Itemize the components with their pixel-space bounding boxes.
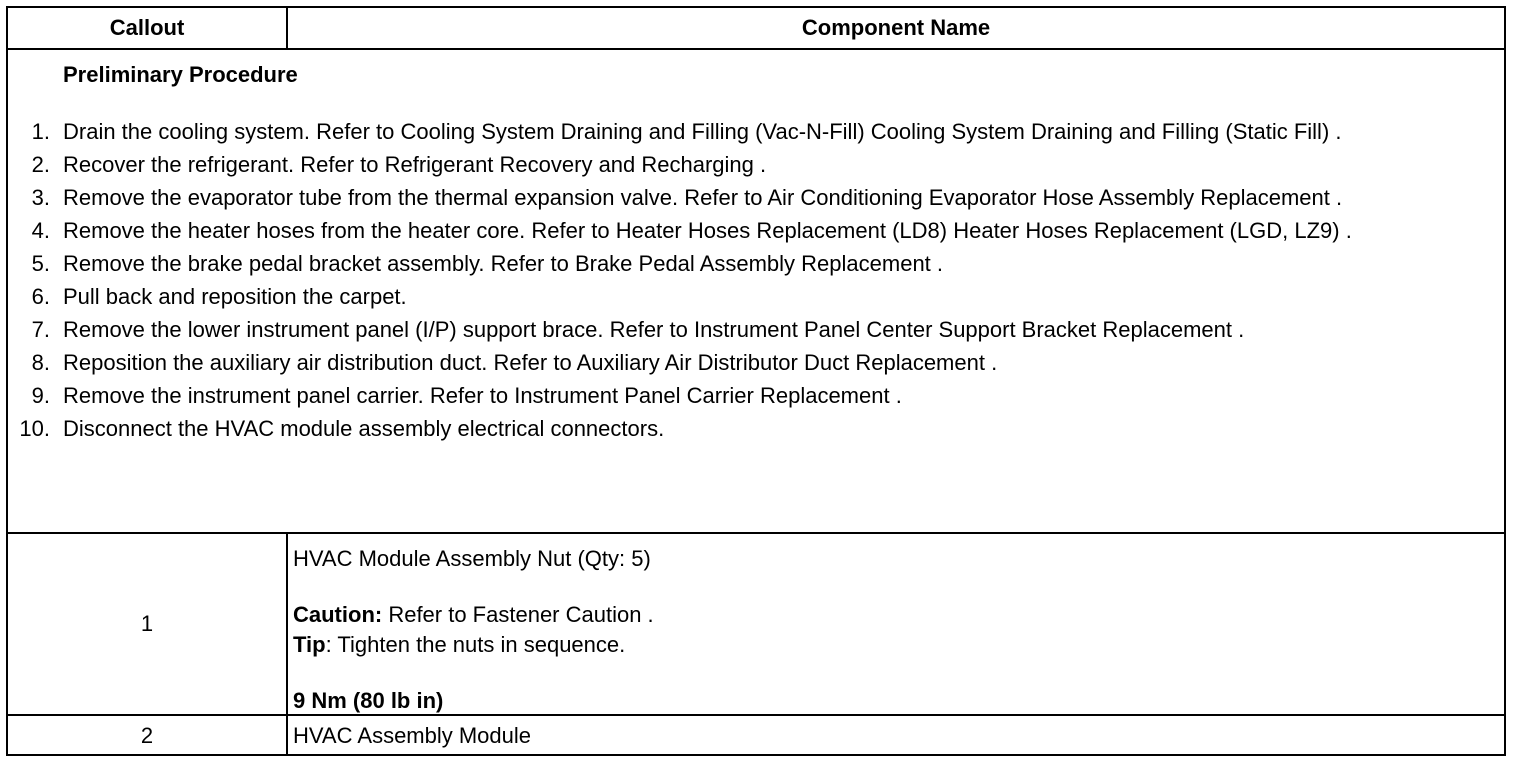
step-number: 4.	[31, 218, 50, 243]
caution-line	[293, 602, 654, 628]
step-number: 10.	[19, 416, 50, 441]
procedure-step	[8, 347, 1504, 378]
procedure-step	[8, 413, 1504, 444]
tip-line	[293, 632, 625, 658]
tip-text: : Tighten the nuts in sequence.	[325, 632, 626, 657]
step-number: 3.	[31, 185, 50, 210]
step-number: 6.	[31, 284, 50, 309]
preliminary-procedure-section	[8, 50, 1504, 534]
step-text: Remove the instrument panel carrier. Refer to Instrument Panel Carrier Replacement .	[63, 383, 902, 408]
step-number: 5.	[31, 251, 50, 276]
header-callout: Callout	[8, 8, 288, 48]
step-text: Recover the refrigerant. Refer to Refrigerant Recovery and Recharging .	[63, 152, 767, 177]
preliminary-procedure-title: Preliminary Procedure	[63, 62, 298, 87]
step-number: 7.	[31, 317, 50, 342]
callout-cell: 1	[8, 534, 288, 714]
caution-label: Caution:	[293, 602, 383, 627]
table-header	[8, 8, 1504, 50]
step-number: 1.	[31, 119, 50, 144]
table-row	[8, 716, 1504, 756]
step-number: 2.	[31, 152, 50, 177]
caution-text: Refer to Fastener Caution .	[382, 602, 654, 627]
procedure-step	[8, 248, 1504, 279]
table-row	[8, 534, 1504, 716]
header-component-name: Component Name	[801, 15, 991, 40]
step-text: Reposition the auxiliary air distribution duct. Refer to Auxiliary Air Distributor Duct Replacement .	[63, 350, 998, 375]
procedure-table	[6, 6, 1506, 756]
component-name: HVAC Module Assembly Nut (Qty: 5)	[293, 546, 651, 571]
step-text: Remove the brake pedal bracket assembly. Refer to Brake Pedal Assembly Replacement .	[63, 251, 944, 276]
step-text: Remove the heater hoses from the heater core. Refer to Heater Hoses Replacement (LD8) Heater Hoses Replacement (LGD, LZ9) .	[63, 218, 1352, 243]
procedure-steps-list	[8, 116, 1504, 446]
step-text: Drain the cooling system. Refer to Cooling System Draining and Filling (Vac-N-Fill) Cooling System Draining and Filling (Static Fill) .	[63, 119, 1342, 144]
procedure-step	[8, 215, 1504, 246]
step-text: Remove the lower instrument panel (I/P) support brace. Refer to Instrument Panel Center Support Bracket Replacement .	[63, 317, 1245, 342]
procedure-step	[8, 182, 1504, 213]
step-text: Remove the evaporator tube from the thermal expansion valve. Refer to Air Conditioning Evaporator Hose Assembly Replacement .	[63, 185, 1343, 210]
procedure-step	[8, 149, 1504, 180]
step-number: 9.	[31, 383, 50, 408]
callout-cell: 2	[8, 716, 288, 756]
component-name: HVAC Assembly Module	[293, 723, 532, 748]
torque-spec: 9 Nm (80 lb in)	[293, 688, 444, 713]
step-text: Disconnect the HVAC module assembly electrical connectors.	[63, 416, 665, 441]
step-text: Pull back and reposition the carpet.	[63, 284, 407, 309]
procedure-step	[8, 380, 1504, 411]
procedure-step	[8, 281, 1504, 312]
step-number: 8.	[31, 350, 50, 375]
procedure-step	[8, 314, 1504, 345]
procedure-step	[8, 116, 1504, 147]
tip-label: Tip	[293, 632, 326, 657]
